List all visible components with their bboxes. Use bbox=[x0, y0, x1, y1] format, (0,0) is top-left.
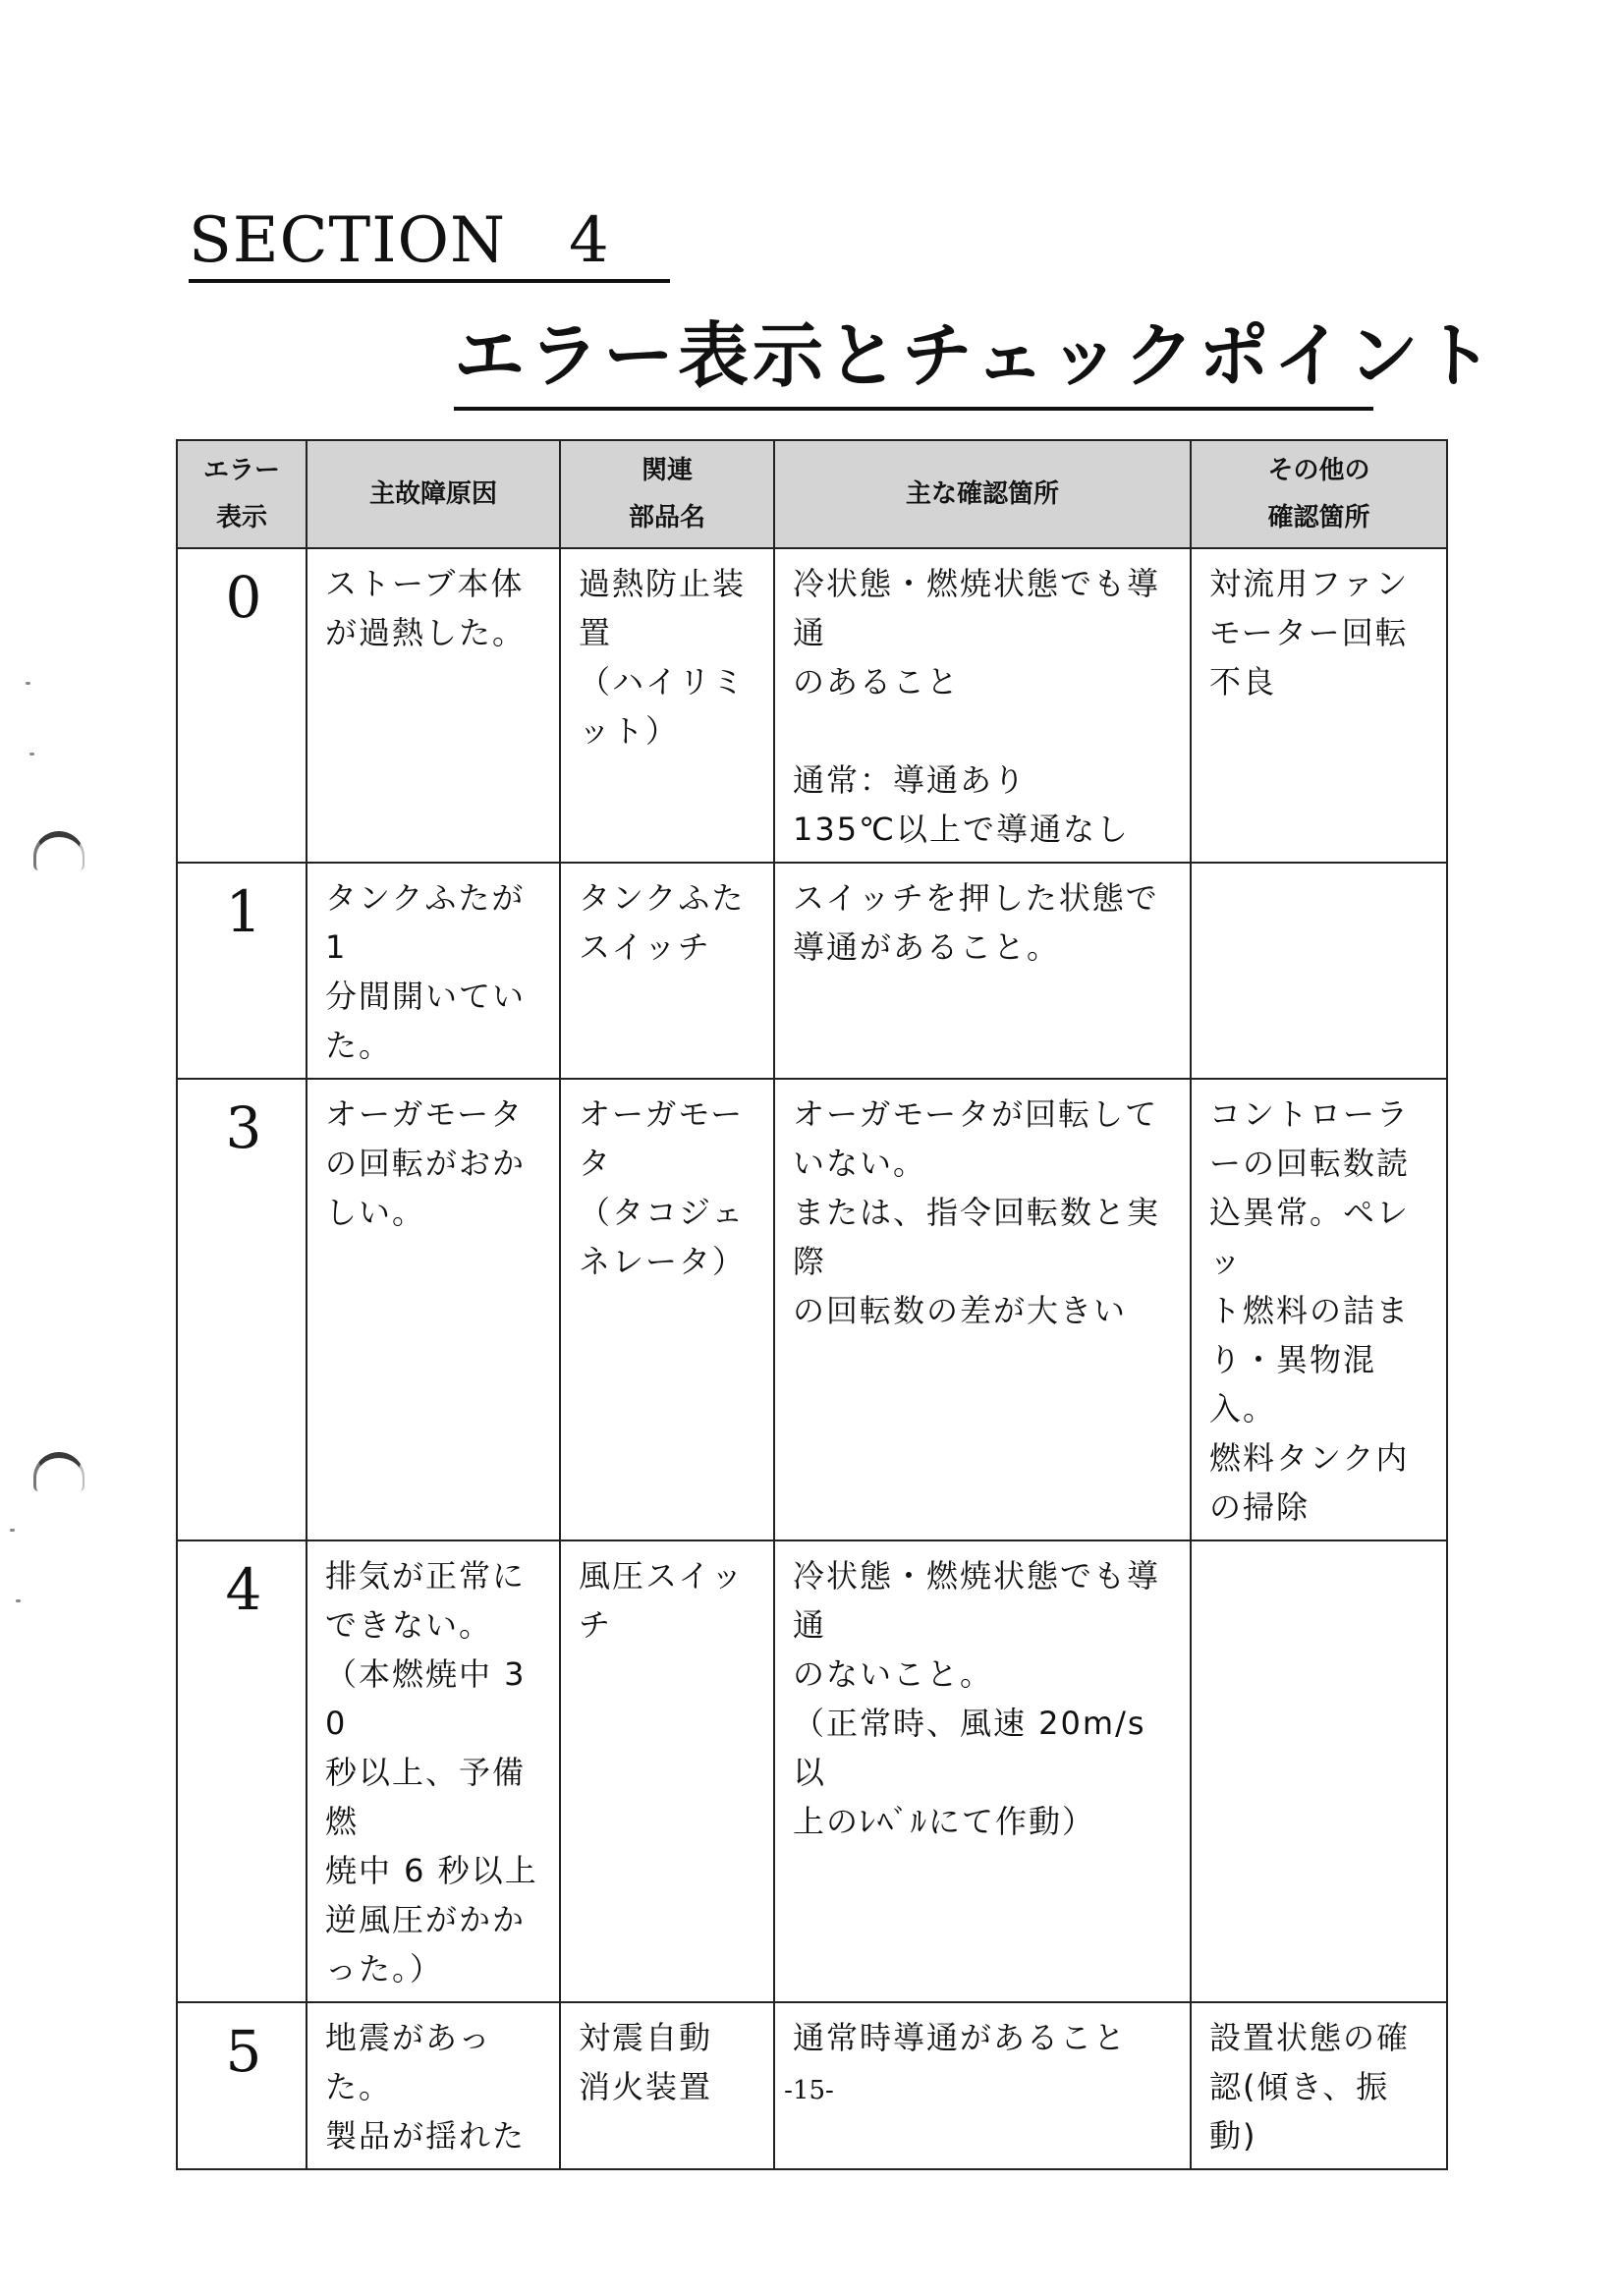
check-cell bbox=[774, 548, 1191, 863]
scan-speck bbox=[29, 753, 34, 756]
cell-line: タンクふたが1 bbox=[325, 879, 526, 966]
cell-line: ット） bbox=[579, 712, 680, 750]
error-code: 3 bbox=[177, 1079, 307, 1540]
cell-line: 導通があること。 bbox=[793, 928, 1061, 966]
cell-line: または、指令回転数と実際 bbox=[793, 1194, 1161, 1280]
cell-line: の回転がおか bbox=[325, 1145, 527, 1182]
header-line: 関連 bbox=[641, 456, 693, 485]
cell-line: 逆風圧がかか bbox=[325, 1901, 527, 1938]
cause-cell bbox=[307, 1540, 560, 2002]
cell-line: ネレータ） bbox=[579, 1243, 747, 1280]
cause-cell bbox=[307, 548, 560, 863]
cell-line: 設置状態の確 bbox=[1209, 2019, 1411, 2056]
cell-line: 秒以上、予備燃 bbox=[325, 1754, 527, 1840]
cell-line: 地震があった。 bbox=[325, 2019, 492, 2105]
cell-line: （ハイリミ bbox=[579, 663, 747, 700]
other-cell bbox=[1191, 1079, 1447, 1540]
part-cell bbox=[560, 863, 774, 1079]
check-cell bbox=[774, 1079, 1191, 1540]
punch-hole-bottom bbox=[33, 1452, 84, 1491]
cell-line: が過熱した。 bbox=[325, 614, 527, 651]
cell-line: 冷状態・燃焼状態でも導通 bbox=[793, 565, 1161, 651]
error-code: 5 bbox=[177, 2002, 307, 2169]
header-other-check bbox=[1191, 440, 1447, 548]
header-line: 主故障原因 bbox=[368, 479, 497, 509]
cell-line: 消火装置 bbox=[579, 2068, 713, 2105]
cell-line: のあること bbox=[793, 663, 961, 700]
table-row bbox=[177, 548, 1447, 863]
cell-line: た。 bbox=[325, 1027, 393, 1064]
cell-line: モーター回転 bbox=[1209, 614, 1409, 651]
header-line: 主な確認箇所 bbox=[905, 479, 1059, 509]
cell-line: いない。 bbox=[793, 1145, 927, 1182]
punch-hole-top bbox=[33, 831, 84, 870]
cause-cell bbox=[307, 1079, 560, 1540]
scan-speck bbox=[26, 682, 30, 685]
cell-line: 燃料タンク内 bbox=[1209, 1439, 1410, 1477]
cell-line: 焼中 6 秒以上 bbox=[325, 1852, 538, 1889]
header-line: 表示 bbox=[215, 503, 267, 532]
table-row bbox=[177, 863, 1447, 1079]
part-cell bbox=[560, 548, 774, 863]
cell-line: 風圧スイッ bbox=[579, 1557, 745, 1595]
cell-line: 製品が揺れた bbox=[325, 2117, 527, 2155]
cell-line: スイッチ bbox=[579, 928, 711, 966]
cell-line: の回転数の差が大きい bbox=[793, 1292, 1128, 1329]
table-body bbox=[177, 548, 1447, 2169]
cell-line: スイッチを押した状態で bbox=[793, 879, 1159, 917]
header-line: 確認箇所 bbox=[1267, 503, 1370, 532]
scan-speck bbox=[10, 1529, 15, 1532]
table-row bbox=[177, 1079, 1447, 1540]
cell-line: オーガモータが回転して bbox=[793, 1095, 1159, 1133]
other-cell bbox=[1191, 863, 1447, 1079]
error-code: 4 bbox=[177, 1540, 307, 2002]
other-cell bbox=[1191, 1540, 1447, 2002]
section-heading: SECTION 4 bbox=[189, 204, 670, 283]
part-cell bbox=[560, 1079, 774, 1540]
cell-line: 過熱防止装 bbox=[579, 565, 747, 602]
cell-line bbox=[793, 706, 1176, 756]
cell-line: 冷状態・燃焼状態でも導通 bbox=[793, 1557, 1161, 1644]
cell-line: オーガモータ bbox=[325, 1095, 525, 1133]
cell-line: 上のﾚﾍﾞﾙにて作動） bbox=[793, 1803, 1096, 1840]
header-line: 部品名 bbox=[628, 503, 705, 532]
cell-line: 通常：導通あり bbox=[793, 761, 1028, 799]
cell-line: 認(傾き、振動) bbox=[1209, 2068, 1390, 2155]
error-code: 0 bbox=[177, 548, 307, 863]
cell-line: の掃除 bbox=[1209, 1488, 1311, 1526]
cell-line: のないこと。 bbox=[793, 1655, 994, 1693]
page-number: -15- bbox=[784, 2076, 834, 2105]
cell-line: 不良 bbox=[1209, 663, 1277, 700]
error-code: 1 bbox=[177, 863, 307, 1079]
cell-line: できない。 bbox=[325, 1606, 493, 1644]
cell-line: ストーブ本体 bbox=[325, 565, 525, 602]
header-line: エラー bbox=[202, 456, 280, 485]
cell-line: コントローラ bbox=[1209, 1095, 1411, 1133]
table-row bbox=[177, 1540, 1447, 2002]
cell-line: 分間開いてい bbox=[325, 978, 527, 1015]
cell-line: （正常時、風速 20m/s 以 bbox=[793, 1705, 1158, 1791]
cell-line: 排気が正常に bbox=[325, 1557, 527, 1595]
cell-line: しい。 bbox=[325, 1194, 426, 1231]
header-line: その他の bbox=[1267, 456, 1370, 485]
cell-line: 通常時導通があること bbox=[793, 2019, 1128, 2056]
cell-line: った。） bbox=[325, 1950, 444, 1988]
part-cell bbox=[560, 1540, 774, 2002]
cell-line: 込異常。ペレッ bbox=[1209, 1194, 1411, 1280]
cell-line: オーガモー bbox=[579, 1095, 745, 1133]
cell-line: （本燃焼中 30 bbox=[325, 1655, 527, 1742]
other-cell bbox=[1191, 548, 1447, 863]
cell-line: タンクふた bbox=[579, 879, 746, 917]
cell-line: 135℃以上で導通なし bbox=[793, 811, 1131, 848]
header-related-part bbox=[560, 440, 774, 548]
page-title: エラー表示とチェックポイント bbox=[454, 299, 1373, 411]
cell-line: 置 bbox=[579, 614, 613, 651]
cell-line: ーの回転数読 bbox=[1209, 1145, 1411, 1182]
table-header-row bbox=[177, 440, 1447, 548]
header-error-display bbox=[177, 440, 307, 548]
scan-speck bbox=[16, 1599, 21, 1602]
check-cell bbox=[774, 863, 1191, 1079]
cell-line: ト燃料の詰ま bbox=[1209, 1292, 1411, 1329]
cell-line: 対流用ファン bbox=[1209, 565, 1410, 602]
cell-line: （タコジェ bbox=[579, 1194, 746, 1231]
cell-line: 対震自動 bbox=[579, 2019, 713, 2056]
header-main-check bbox=[774, 440, 1191, 548]
header-main-cause bbox=[307, 440, 560, 548]
cell-line: タ bbox=[579, 1145, 613, 1182]
cell-line: り・異物混入。 bbox=[1209, 1341, 1377, 1428]
cell-line: チ bbox=[579, 1606, 613, 1644]
error-code-table bbox=[176, 439, 1448, 2170]
check-cell bbox=[774, 1540, 1191, 2002]
cause-cell bbox=[307, 863, 560, 1079]
